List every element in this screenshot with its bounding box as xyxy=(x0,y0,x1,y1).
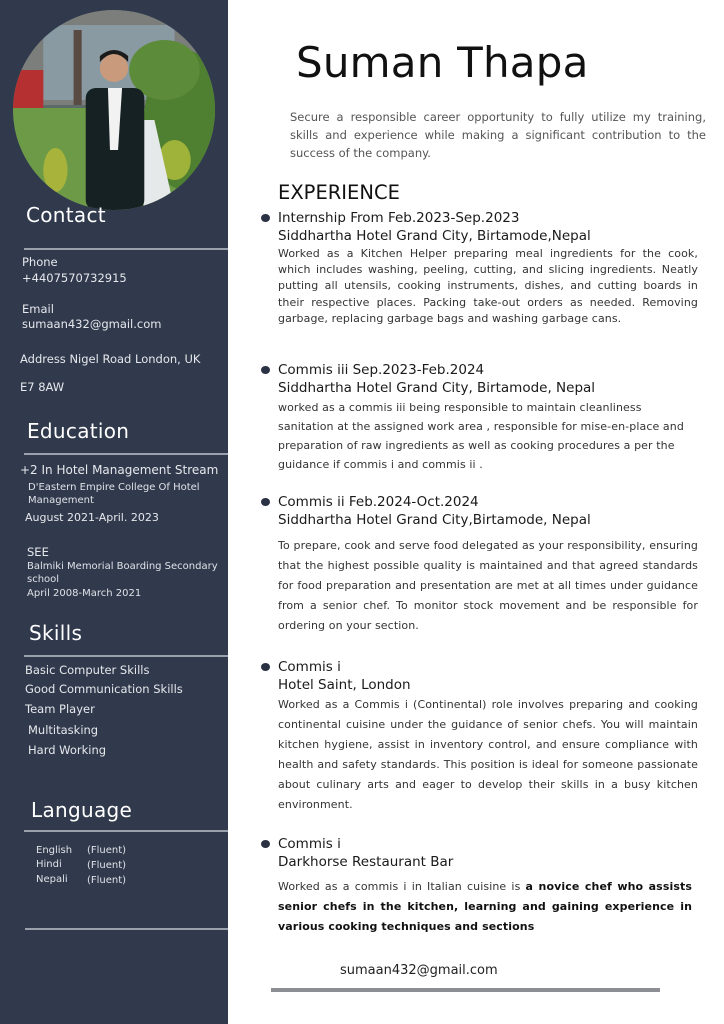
profile-photo-image xyxy=(13,10,215,210)
address-value: Address Nigel Road London, UK xyxy=(20,352,201,366)
email-value[interactable]: sumaan432@gmail.com xyxy=(22,317,162,331)
job-description: Worked as a Kitchen Helper preparing meal ingredients for the cook, which includes washing, peeling, cutting, and slicing ingredients. Neatly putting all utensils, cooking instruments, dishes, and cutting boards in their respective places. Packing take-out orders as needed. Removing garbage, replacing garbage bags and washing garbage cans. xyxy=(278,247,698,325)
job-description-bold: a novice chef who assists senior chefs in the kitchen, learning and gaining experience in various cooking techniques and sections xyxy=(278,880,692,933)
experience-heading: EXPERIENCE xyxy=(278,181,400,204)
job-company: Siddhartha Hotel Grand City, Birtamode,Nepal xyxy=(278,228,591,244)
bullet-icon xyxy=(261,214,270,222)
experience-item xyxy=(278,658,698,815)
job-company: Darkhorse Restaurant Bar xyxy=(278,854,454,870)
experience-item xyxy=(278,835,698,937)
experience-item xyxy=(278,493,698,636)
skill-item: Team Player xyxy=(25,702,95,716)
footer-email[interactable]: sumaan432@gmail.com xyxy=(340,963,498,978)
bullet-icon xyxy=(261,663,270,671)
language-name: English xyxy=(36,845,73,856)
job-description xyxy=(278,877,692,937)
contact-divider xyxy=(24,248,228,250)
job-company: Hotel Saint, London xyxy=(278,677,411,693)
skills-divider xyxy=(24,655,228,657)
bullet-icon xyxy=(261,366,270,374)
job-description-plain: Worked as a commis i in Italian cuisine is xyxy=(278,880,526,893)
postcode-value: E7 8AW xyxy=(20,380,65,394)
language-divider xyxy=(24,830,228,832)
education-heading: Education xyxy=(27,419,130,443)
language-name: Nepali xyxy=(36,874,68,885)
language-level: (Fluent) xyxy=(87,875,127,886)
education-dates: August 2021-April. 2023 xyxy=(25,511,159,524)
bullet-icon xyxy=(261,840,270,848)
skills-heading: Skills xyxy=(29,621,83,645)
education-school: Balmiki Memorial Boarding Secondary school xyxy=(27,561,218,585)
contact-heading: Contact xyxy=(26,203,106,227)
job-title: Commis iii Sep.2023-Feb.2024 xyxy=(278,362,485,378)
phone-value[interactable]: +4407570732915 xyxy=(22,271,127,285)
skill-item: Multitasking xyxy=(28,723,99,737)
sidebar xyxy=(0,0,228,1024)
education-divider xyxy=(24,453,228,455)
email-label: Email xyxy=(22,302,54,316)
job-title: Commis i xyxy=(278,836,341,852)
footer-divider xyxy=(271,988,660,992)
experience-item xyxy=(278,209,698,327)
phone-label: Phone xyxy=(22,255,58,269)
bullet-icon xyxy=(261,498,270,506)
job-description: worked as a commis iii being responsible to maintain cleanliness sanitation at the assigned work area , responsible for mise-en-place and preparation of raw ingredients as well as cooking procedures a per the guidance if commis i and commis ii . xyxy=(278,401,684,471)
job-title: Commis i xyxy=(278,659,341,675)
education-school: D'Eastern Empire College Of Hotel Management xyxy=(28,482,200,506)
language-level: (Fluent) xyxy=(87,860,127,871)
profile-photo xyxy=(13,10,215,210)
skill-item: Hard Working xyxy=(28,743,107,757)
language-heading: Language xyxy=(31,798,133,822)
skill-item: Good Communication Skills xyxy=(25,682,183,696)
language-level: (Fluent) xyxy=(87,845,127,856)
job-company: Siddhartha Hotel Grand City,Birtamode, Nepal xyxy=(278,512,591,528)
career-objective: Secure a responsible career opportunity to fully utilize my training, skills and experience while making a significant contribution to the success of the company. xyxy=(290,110,706,160)
job-description: To prepare, cook and serve food delegated as your responsibility, ensuring that the highest possible quality is maintained and that agreed standards for food preparation and presentation are met at all times under guidance from a senior chef. To monitor stock movement and be responsible for ordering on your section. xyxy=(278,539,698,632)
sidebar-bottom-divider xyxy=(25,928,228,930)
education-title: SEE xyxy=(27,545,49,559)
job-company: Siddhartha Hotel Grand City, Birtamode, Nepal xyxy=(278,380,596,396)
candidate-name: Suman Thapa xyxy=(296,38,589,87)
job-title: Internship From Feb.2023-Sep.2023 xyxy=(278,210,520,226)
experience-item xyxy=(278,361,698,474)
education-dates: April 2008-March 2021 xyxy=(27,588,142,599)
job-description: Worked as a Commis i (Continental) role involves preparing and cooking continental cuisine under the guidance of senior chefs. You will maintain kitchen hygiene, assist in inventory control, and ensure compliance with health and safety standards. This position is ideal for someone passionate about culinary arts and eager to develop their skills in a busy kitchen environment. xyxy=(278,698,698,811)
education-title: +2 In Hotel Management Stream xyxy=(20,463,219,477)
skill-item: Basic Computer Skills xyxy=(25,663,150,677)
language-name: Hindi xyxy=(36,859,62,870)
job-title: Commis ii Feb.2024-Oct.2024 xyxy=(278,494,479,510)
